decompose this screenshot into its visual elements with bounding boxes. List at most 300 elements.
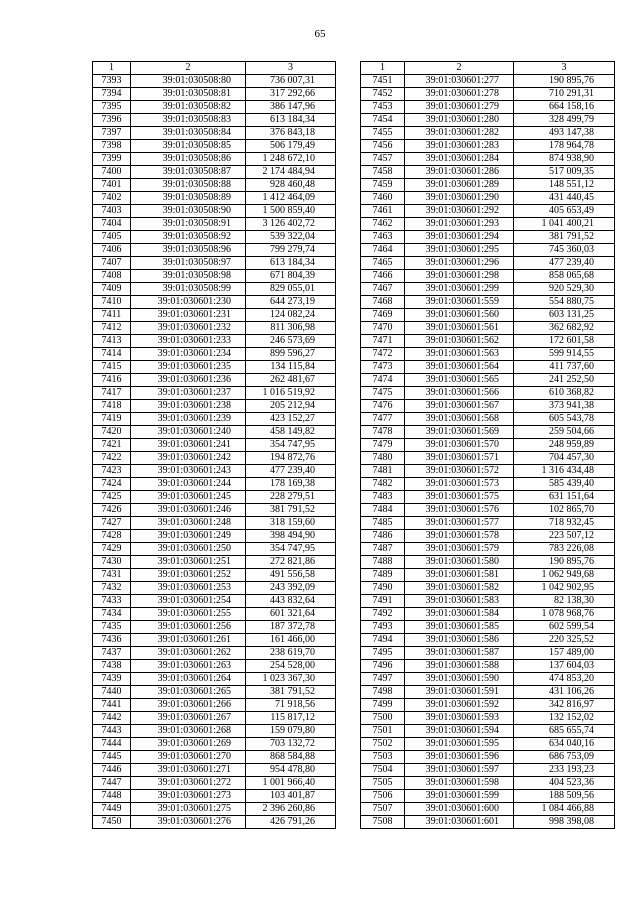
table-row — [93, 374, 336, 387]
row-number-cell: 7483 — [361, 491, 405, 504]
table-row — [361, 452, 615, 465]
value-cell: 159 079,80 — [246, 725, 336, 738]
cadastral-number-cell: 39:01:030601:597 — [405, 764, 514, 777]
value-cell: 82 138,30 — [514, 595, 615, 608]
row-number-cell: 7475 — [361, 387, 405, 400]
value-cell: 102 865,70 — [514, 504, 615, 517]
table-row — [361, 127, 615, 140]
cadastral-number-cell: 39:01:030601:601 — [405, 816, 514, 829]
row-number-cell: 7396 — [93, 114, 131, 127]
row-number-cell: 7420 — [93, 426, 131, 439]
value-cell: 354 747,95 — [246, 439, 336, 452]
value-cell: 899 596,27 — [246, 348, 336, 361]
table-row — [93, 101, 336, 114]
cadastral-number-cell: 39:01:030601:234 — [131, 348, 246, 361]
table-row — [93, 244, 336, 257]
cadastral-number-cell: 39:01:030601:270 — [131, 751, 246, 764]
table-row — [361, 816, 615, 829]
table-row — [93, 192, 336, 205]
table-row — [361, 426, 615, 439]
row-number-cell: 7432 — [93, 582, 131, 595]
cadastral-number-cell: 39:01:030601:254 — [131, 595, 246, 608]
row-number-cell: 7410 — [93, 296, 131, 309]
cadastral-number-cell: 39:01:030601:255 — [131, 608, 246, 621]
cadastral-number-cell: 39:01:030508:84 — [131, 127, 246, 140]
value-cell: 671 804,39 — [246, 270, 336, 283]
cadastral-number-cell: 39:01:030601:298 — [405, 270, 514, 283]
table-row — [93, 738, 336, 751]
row-number-cell: 7497 — [361, 673, 405, 686]
value-cell: 704 457,30 — [514, 452, 615, 465]
table-row — [361, 582, 615, 595]
row-number-cell: 7448 — [93, 790, 131, 803]
value-cell: 998 398,08 — [514, 816, 615, 829]
table-row — [93, 283, 336, 296]
cadastral-number-cell: 39:01:030601:282 — [405, 127, 514, 140]
cadastral-number-cell: 39:01:030601:279 — [405, 101, 514, 114]
value-cell: 411 737,60 — [514, 361, 615, 374]
table-row — [361, 322, 615, 335]
value-cell: 685 655,74 — [514, 725, 615, 738]
value-cell: 1 016 519,92 — [246, 387, 336, 400]
page-number: 65 — [314, 28, 326, 40]
row-number-cell: 7501 — [361, 725, 405, 738]
cadastral-number-cell: 39:01:030601:251 — [131, 556, 246, 569]
table-row — [93, 699, 336, 712]
value-cell: 920 529,30 — [514, 283, 615, 296]
row-number-cell: 7481 — [361, 465, 405, 478]
table-row — [93, 400, 336, 413]
cadastral-number-cell: 39:01:030601:293 — [405, 218, 514, 231]
row-number-cell: 7493 — [361, 621, 405, 634]
value-cell: 103 401,87 — [246, 790, 336, 803]
table-right-body — [361, 62, 615, 829]
cadastral-number-cell: 39:01:030508:88 — [131, 179, 246, 192]
table-row — [93, 439, 336, 452]
value-cell: 458 149,82 — [246, 426, 336, 439]
table-left-body — [93, 62, 336, 829]
table-row — [361, 101, 615, 114]
row-number-cell: 7455 — [361, 127, 405, 140]
cadastral-number-cell: 39:01:030508:97 — [131, 257, 246, 270]
row-number-cell: 7489 — [361, 569, 405, 582]
cadastral-number-cell: 39:01:030601:578 — [405, 530, 514, 543]
cadastral-number-cell: 39:01:030601:278 — [405, 88, 514, 101]
cadastral-number-cell: 39:01:030601:576 — [405, 504, 514, 517]
cadastral-number-cell: 39:01:030601:261 — [131, 634, 246, 647]
value-cell: 613 184,34 — [246, 114, 336, 127]
row-number-cell: 7466 — [361, 270, 405, 283]
row-number-cell: 7401 — [93, 179, 131, 192]
value-cell: 241 252,50 — [514, 374, 615, 387]
cadastral-number-cell: 39:01:030601:237 — [131, 387, 246, 400]
value-cell: 1 001 966,40 — [246, 777, 336, 790]
table-row — [361, 348, 615, 361]
table-row — [93, 543, 336, 556]
cadastral-number-cell: 39:01:030601:284 — [405, 153, 514, 166]
value-cell: 178 169,38 — [246, 478, 336, 491]
row-number-cell: 7506 — [361, 790, 405, 803]
table-row — [93, 296, 336, 309]
cadastral-number-cell: 39:01:030601:579 — [405, 543, 514, 556]
cadastral-number-cell: 39:01:030601:560 — [405, 309, 514, 322]
row-number-cell: 7435 — [93, 621, 131, 634]
value-cell: 1 248 672,10 — [246, 153, 336, 166]
row-number-cell: 7449 — [93, 803, 131, 816]
value-cell: 710 291,31 — [514, 88, 615, 101]
table-row — [93, 309, 336, 322]
table-row — [93, 608, 336, 621]
row-number-cell: 7393 — [93, 75, 131, 88]
value-cell: 405 653,49 — [514, 205, 615, 218]
row-number-cell: 7408 — [93, 270, 131, 283]
cadastral-number-cell: 39:01:030601:241 — [131, 439, 246, 452]
table-row — [361, 374, 615, 387]
row-number-cell: 7438 — [93, 660, 131, 673]
table-row — [361, 192, 615, 205]
cadastral-number-cell: 39:01:030508:81 — [131, 88, 246, 101]
cadastral-number-cell: 39:01:030601:236 — [131, 374, 246, 387]
value-cell: 1 412 464,09 — [246, 192, 336, 205]
cadastral-number-cell: 39:01:030508:85 — [131, 140, 246, 153]
value-cell: 178 964,78 — [514, 140, 615, 153]
cadastral-number-cell: 39:01:030508:82 — [131, 101, 246, 114]
cadastral-number-cell: 39:01:030601:295 — [405, 244, 514, 257]
cadastral-number-cell: 39:01:030601:585 — [405, 621, 514, 634]
cadastral-number-cell: 39:01:030601:575 — [405, 491, 514, 504]
cadastral-number-cell: 39:01:030601:248 — [131, 517, 246, 530]
row-number-cell: 7427 — [93, 517, 131, 530]
cadastral-number-cell: 39:01:030601:596 — [405, 751, 514, 764]
table-row — [93, 270, 336, 283]
table-row — [361, 569, 615, 582]
value-cell: 554 880,75 — [514, 296, 615, 309]
cadastral-number-cell: 39:01:030601:231 — [131, 309, 246, 322]
cadastral-number-cell: 39:01:030601:268 — [131, 725, 246, 738]
table-row — [93, 413, 336, 426]
value-cell: 220 325,52 — [514, 634, 615, 647]
value-cell: 474 853,20 — [514, 673, 615, 686]
value-cell: 517 009,35 — [514, 166, 615, 179]
cadastral-number-cell: 39:01:030601:280 — [405, 114, 514, 127]
table-left — [92, 61, 336, 829]
row-number-cell: 7478 — [361, 426, 405, 439]
table-row — [93, 764, 336, 777]
row-number-cell: 7454 — [361, 114, 405, 127]
table-row — [361, 790, 615, 803]
cadastral-number-cell: 39:01:030601:580 — [405, 556, 514, 569]
value-cell: 811 306,98 — [246, 322, 336, 335]
row-number-cell: 7471 — [361, 335, 405, 348]
table-row — [93, 75, 336, 88]
cadastral-number-cell: 39:01:030601:286 — [405, 166, 514, 179]
row-number-cell: 7464 — [361, 244, 405, 257]
value-cell: 187 372,78 — [246, 621, 336, 634]
row-number-cell: 7403 — [93, 205, 131, 218]
row-number-cell: 7399 — [93, 153, 131, 166]
cadastral-number-cell: 39:01:030601:572 — [405, 465, 514, 478]
value-cell: 124 082,24 — [246, 309, 336, 322]
value-cell: 115 817,12 — [246, 712, 336, 725]
value-cell: 161 466,00 — [246, 634, 336, 647]
cadastral-number-cell: 39:01:030601:245 — [131, 491, 246, 504]
cadastral-number-cell: 39:01:030508:80 — [131, 75, 246, 88]
value-cell: 248 959,89 — [514, 439, 615, 452]
value-cell: 868 584,88 — [246, 751, 336, 764]
table-row — [93, 517, 336, 530]
table-row — [361, 400, 615, 413]
cadastral-number-cell: 39:01:030601:581 — [405, 569, 514, 582]
row-number-cell: 7406 — [93, 244, 131, 257]
table-row — [361, 283, 615, 296]
value-cell: 157 489,00 — [514, 647, 615, 660]
value-cell: 1 062 949,68 — [514, 569, 615, 582]
value-cell: 506 179,49 — [246, 140, 336, 153]
row-number-cell: 7472 — [361, 348, 405, 361]
row-number-cell: 7447 — [93, 777, 131, 790]
cadastral-number-cell: 39:01:030601:277 — [405, 75, 514, 88]
row-number-cell: 7482 — [361, 478, 405, 491]
table-row — [93, 361, 336, 374]
cadastral-number-cell: 39:01:030601:573 — [405, 478, 514, 491]
row-number-cell: 7507 — [361, 803, 405, 816]
row-number-cell: 7402 — [93, 192, 131, 205]
row-number-cell: 7418 — [93, 400, 131, 413]
table-row — [93, 205, 336, 218]
table-row — [361, 504, 615, 517]
value-cell: 317 292,66 — [246, 88, 336, 101]
cadastral-number-cell: 39:01:030601:562 — [405, 335, 514, 348]
cadastral-number-cell: 39:01:030508:87 — [131, 166, 246, 179]
value-cell: 858 065,68 — [514, 270, 615, 283]
value-cell: 233 193,23 — [514, 764, 615, 777]
value-cell: 602 599,54 — [514, 621, 615, 634]
row-number-cell: 7469 — [361, 309, 405, 322]
cadastral-number-cell: 39:01:030508:90 — [131, 205, 246, 218]
table-row — [361, 699, 615, 712]
row-number-cell: 7450 — [93, 816, 131, 829]
row-number-cell: 7442 — [93, 712, 131, 725]
value-cell: 1 023 367,30 — [246, 673, 336, 686]
column-header: 3 — [246, 62, 336, 75]
row-number-cell: 7426 — [93, 504, 131, 517]
cadastral-number-cell: 39:01:030601:271 — [131, 764, 246, 777]
value-cell: 493 147,38 — [514, 127, 615, 140]
row-number-cell: 7412 — [93, 322, 131, 335]
value-cell: 398 494,90 — [246, 530, 336, 543]
table-row — [361, 725, 615, 738]
table-row — [93, 595, 336, 608]
row-number-cell: 7503 — [361, 751, 405, 764]
table-row — [93, 647, 336, 660]
cadastral-number-cell: 39:01:030601:570 — [405, 439, 514, 452]
table-row — [93, 777, 336, 790]
value-cell: 491 556,58 — [246, 569, 336, 582]
cadastral-number-cell: 39:01:030601:233 — [131, 335, 246, 348]
table-row — [93, 114, 336, 127]
table-row — [361, 439, 615, 452]
table-row — [93, 348, 336, 361]
table-row — [93, 335, 336, 348]
row-number-cell: 7446 — [93, 764, 131, 777]
column-header: 1 — [361, 62, 405, 75]
cadastral-number-cell: 39:01:030601:252 — [131, 569, 246, 582]
value-cell: 223 507,12 — [514, 530, 615, 543]
row-number-cell: 7474 — [361, 374, 405, 387]
row-number-cell: 7468 — [361, 296, 405, 309]
table-row — [93, 725, 336, 738]
value-cell: 539 322,04 — [246, 231, 336, 244]
table-row — [361, 517, 615, 530]
value-cell: 404 523,36 — [514, 777, 615, 790]
row-number-cell: 7502 — [361, 738, 405, 751]
cadastral-number-cell: 39:01:030508:99 — [131, 283, 246, 296]
table-row — [361, 413, 615, 426]
value-cell: 799 279,74 — [246, 244, 336, 257]
row-number-cell: 7441 — [93, 699, 131, 712]
value-cell: 603 131,25 — [514, 309, 615, 322]
row-number-cell: 7492 — [361, 608, 405, 621]
row-number-cell: 7419 — [93, 413, 131, 426]
row-number-cell: 7407 — [93, 257, 131, 270]
row-number-cell: 7477 — [361, 413, 405, 426]
cadastral-number-cell: 39:01:030601:283 — [405, 140, 514, 153]
row-number-cell: 7431 — [93, 569, 131, 582]
value-cell: 362 682,92 — [514, 322, 615, 335]
table-row — [361, 140, 615, 153]
row-number-cell: 7467 — [361, 283, 405, 296]
row-number-cell: 7487 — [361, 543, 405, 556]
table-row — [361, 465, 615, 478]
table-row — [93, 153, 336, 166]
cadastral-number-cell: 39:01:030601:250 — [131, 543, 246, 556]
row-number-cell: 7500 — [361, 712, 405, 725]
cadastral-number-cell: 39:01:030601:591 — [405, 686, 514, 699]
value-cell: 373 941,38 — [514, 400, 615, 413]
table-row — [361, 777, 615, 790]
cadastral-number-cell: 39:01:030601:559 — [405, 296, 514, 309]
row-number-cell: 7485 — [361, 517, 405, 530]
value-cell: 423 152,27 — [246, 413, 336, 426]
table-row — [93, 673, 336, 686]
table-row — [361, 660, 615, 673]
value-cell: 134 115,84 — [246, 361, 336, 374]
table-row — [361, 491, 615, 504]
value-cell: 443 832,64 — [246, 595, 336, 608]
cadastral-number-cell: 39:01:030601:246 — [131, 504, 246, 517]
row-number-cell: 7504 — [361, 764, 405, 777]
table-row — [361, 335, 615, 348]
row-number-cell: 7460 — [361, 192, 405, 205]
table-row — [93, 478, 336, 491]
cadastral-number-cell: 39:01:030601:262 — [131, 647, 246, 660]
cadastral-number-cell: 39:01:030601:239 — [131, 413, 246, 426]
table-row — [93, 387, 336, 400]
table-header-row — [361, 62, 615, 75]
table-row — [93, 660, 336, 673]
value-cell: 634 040,16 — [514, 738, 615, 751]
value-cell: 736 007,31 — [246, 75, 336, 88]
value-cell: 644 273,19 — [246, 296, 336, 309]
cadastral-number-cell: 39:01:030601:269 — [131, 738, 246, 751]
cadastral-number-cell: 39:01:030601:561 — [405, 322, 514, 335]
cadastral-number-cell: 39:01:030508:98 — [131, 270, 246, 283]
table-row — [361, 257, 615, 270]
value-cell: 132 152,02 — [514, 712, 615, 725]
table-row — [93, 803, 336, 816]
cadastral-number-cell: 39:01:030601:275 — [131, 803, 246, 816]
table-row — [361, 738, 615, 751]
value-cell: 354 747,95 — [246, 543, 336, 556]
row-number-cell: 7444 — [93, 738, 131, 751]
row-number-cell: 7394 — [93, 88, 131, 101]
value-cell: 188 509,56 — [514, 790, 615, 803]
table-row — [93, 127, 336, 140]
table-row — [93, 816, 336, 829]
row-number-cell: 7486 — [361, 530, 405, 543]
cadastral-number-cell: 39:01:030601:232 — [131, 322, 246, 335]
table-row — [93, 322, 336, 335]
row-number-cell: 7462 — [361, 218, 405, 231]
value-cell: 1 041 400,21 — [514, 218, 615, 231]
table-row — [93, 88, 336, 101]
cadastral-number-cell: 39:01:030601:586 — [405, 634, 514, 647]
cadastral-number-cell: 39:01:030601:240 — [131, 426, 246, 439]
cadastral-number-cell: 39:01:030601:265 — [131, 686, 246, 699]
cadastral-number-cell: 39:01:030508:91 — [131, 218, 246, 231]
table-row — [93, 426, 336, 439]
cadastral-number-cell: 39:01:030601:242 — [131, 452, 246, 465]
row-number-cell: 7459 — [361, 179, 405, 192]
row-number-cell: 7491 — [361, 595, 405, 608]
table-row — [361, 803, 615, 816]
value-cell: 703 132,72 — [246, 738, 336, 751]
row-number-cell: 7417 — [93, 387, 131, 400]
table-row — [361, 673, 615, 686]
value-cell: 137 604,03 — [514, 660, 615, 673]
cadastral-number-cell: 39:01:030508:92 — [131, 231, 246, 244]
cadastral-number-cell: 39:01:030601:263 — [131, 660, 246, 673]
cadastral-number-cell: 39:01:030601:243 — [131, 465, 246, 478]
value-cell: 664 158,16 — [514, 101, 615, 114]
table-right — [360, 61, 615, 829]
value-cell: 381 791,52 — [246, 686, 336, 699]
value-cell: 259 504,66 — [514, 426, 615, 439]
cadastral-number-cell: 39:01:030601:267 — [131, 712, 246, 725]
table-row — [93, 569, 336, 582]
cadastral-number-cell: 39:01:030508:83 — [131, 114, 246, 127]
row-number-cell: 7452 — [361, 88, 405, 101]
cadastral-number-cell: 39:01:030601:568 — [405, 413, 514, 426]
value-cell: 205 212,94 — [246, 400, 336, 413]
row-number-cell: 7404 — [93, 218, 131, 231]
table-row — [93, 751, 336, 764]
row-number-cell: 7413 — [93, 335, 131, 348]
cadastral-number-cell: 39:01:030601:577 — [405, 517, 514, 530]
cadastral-number-cell: 39:01:030601:583 — [405, 595, 514, 608]
table-row — [361, 530, 615, 543]
cadastral-number-cell: 39:01:030601:565 — [405, 374, 514, 387]
row-number-cell: 7508 — [361, 816, 405, 829]
row-number-cell: 7437 — [93, 647, 131, 660]
table-row — [361, 543, 615, 556]
value-cell: 599 914,55 — [514, 348, 615, 361]
value-cell: 829 055,01 — [246, 283, 336, 296]
table-row — [361, 387, 615, 400]
cadastral-number-cell: 39:01:030601:276 — [131, 816, 246, 829]
table-row — [93, 686, 336, 699]
value-cell: 1 084 466,88 — [514, 803, 615, 816]
